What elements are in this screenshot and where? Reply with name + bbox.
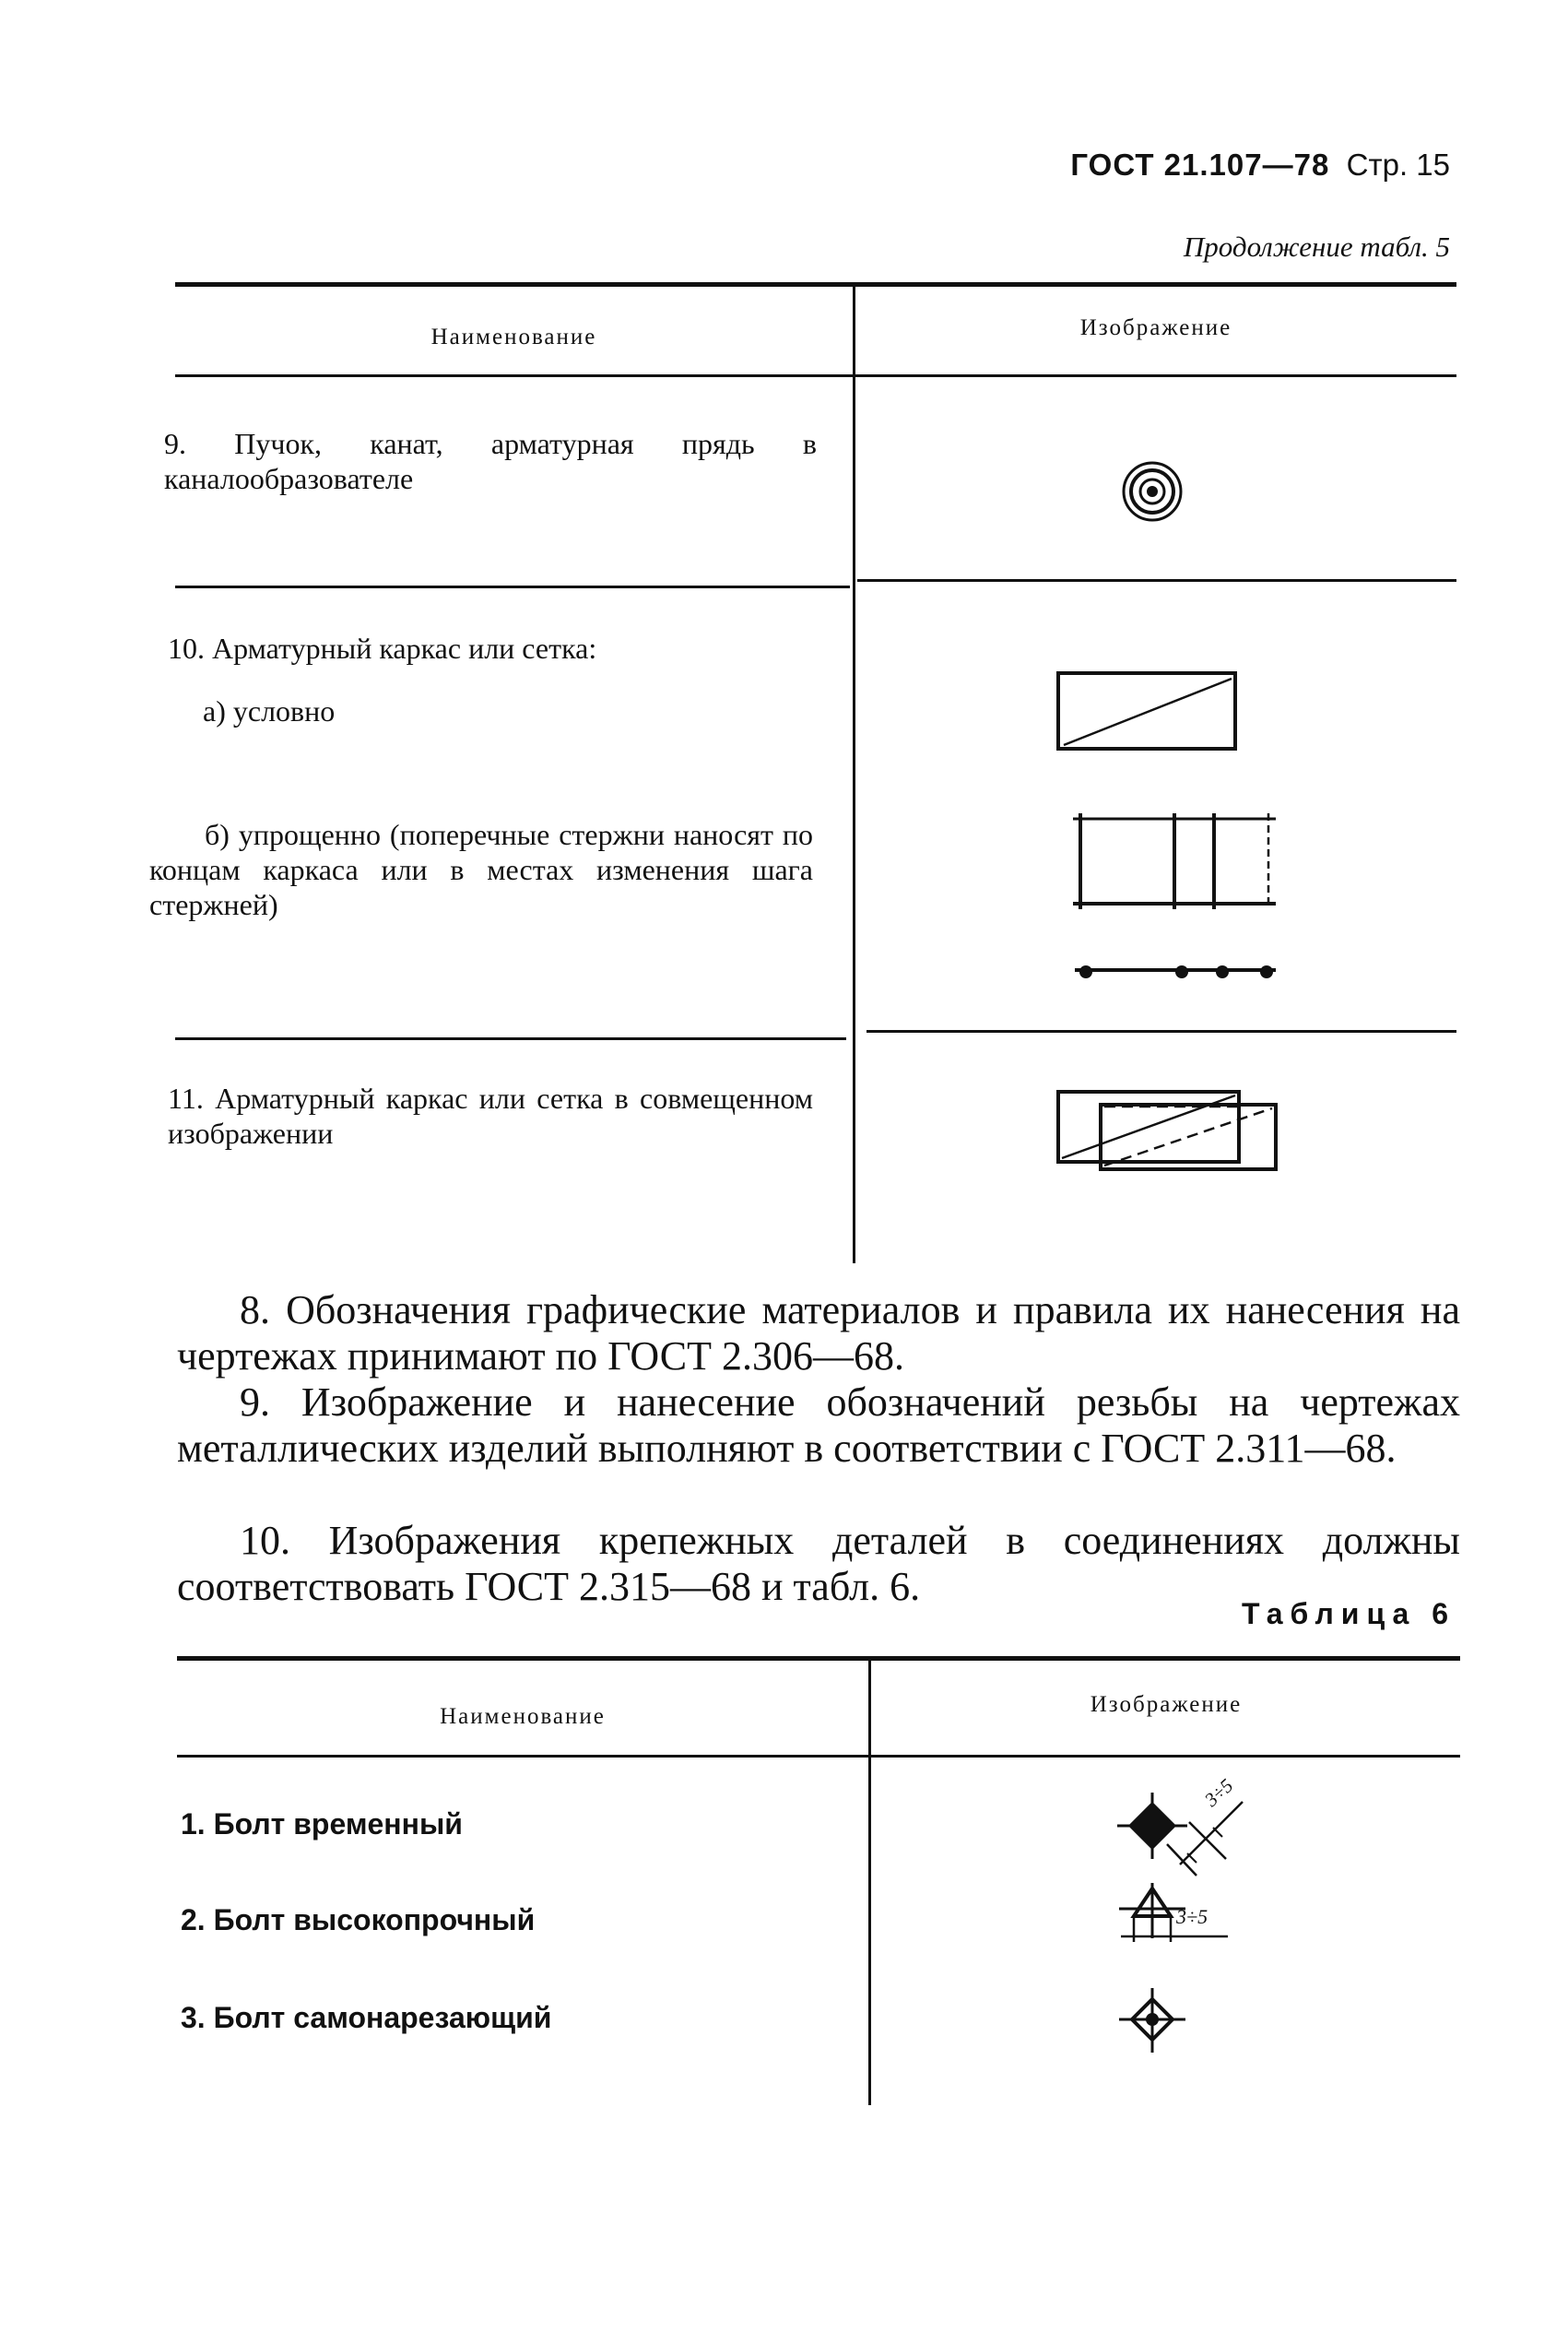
tendon-in-duct-symbol: [1106, 458, 1198, 525]
table6-top-rule: [177, 1656, 1460, 1661]
high-strength-bolt-symbol: [1117, 1881, 1256, 1955]
paragraph-9: 9. Изображение и нанесение обозначений резьбы на чертежах металлических изделий выполняют в соответствии с ГОСТ 2.311—68.: [177, 1379, 1460, 1471]
table5-header-rule: [175, 374, 1456, 377]
cage-section-symbol: [1071, 959, 1283, 987]
table6-header-rule: [177, 1755, 1460, 1758]
table5-row-9-rule-right: [857, 579, 1456, 582]
table5-row-10-rule-right: [867, 1030, 1456, 1033]
combined-cages-symbol: [1043, 1081, 1292, 1182]
table6-row-2-name: 2. Болт высокопрочный: [181, 1903, 536, 1936]
high-strength-bolt-dimension: 3÷5: [1176, 1905, 1208, 1928]
table5-continuation: Продолжение табл. 5: [1183, 231, 1450, 263]
self-tapping-bolt-symbol: [1117, 1986, 1191, 2060]
table5-row-9-rule-left: [175, 586, 850, 588]
paragraph-8: 8. Обозначения графические материалов и правила их нанесения на чертежах принимают по ГОСТ 2.306—68.: [177, 1287, 1460, 1379]
doc-number: ГОСТ 21.107—78: [1070, 148, 1330, 182]
cage-simplified-symbol: [1071, 811, 1283, 913]
table5-row-11-text: 11. Арматурный каркас или сетка в совмещенном изображении: [168, 1082, 813, 1150]
page-label: Стр. 15: [1346, 148, 1450, 182]
table6-row-1-name: 1. Болт временный: [181, 1807, 463, 1841]
cage-conventional-symbol: [1051, 666, 1254, 758]
paragraph-10: 10. Изображения крепежных деталей в соединениях должны соответствовать ГОСТ 2.315—68 и табл. 6.: [177, 1518, 1460, 1609]
table5-column-divider: [853, 286, 855, 1263]
table6-col-image-header: Изображение: [1090, 1692, 1243, 1717]
table5-row-9-text: 9. Пучок, канат, арматурная прядь в каналообразователе: [164, 427, 817, 495]
table5-row-10b-text: б) упрощенно (поперечные стержни наносят по концам каркаса или в местах изменения шага стержней): [149, 818, 813, 921]
table5-row-10a-text: а) условно: [203, 694, 336, 728]
table5-top-rule: [175, 282, 1456, 287]
table6-row-3-name: 3. Болт самонарезающий: [181, 2001, 552, 2034]
table6-column-divider: [868, 1660, 871, 2105]
page-header: [1070, 148, 1450, 183]
table5-row-10-title: 10. Арматурный каркас или сетка:: [168, 632, 597, 665]
table6-title: Таблица 6: [1241, 1597, 1456, 1630]
table5-col-name-header: Наименование: [430, 325, 597, 349]
table5-row-10-rule-left: [175, 1037, 846, 1040]
table5-col-image-header: Изображение: [1079, 315, 1232, 340]
temporary-bolt-symbol: [1115, 1774, 1254, 1890]
temporary-bolt-dimension: 3÷5: [1200, 1774, 1238, 1811]
table6-col-name-header: Наименование: [440, 1704, 606, 1729]
